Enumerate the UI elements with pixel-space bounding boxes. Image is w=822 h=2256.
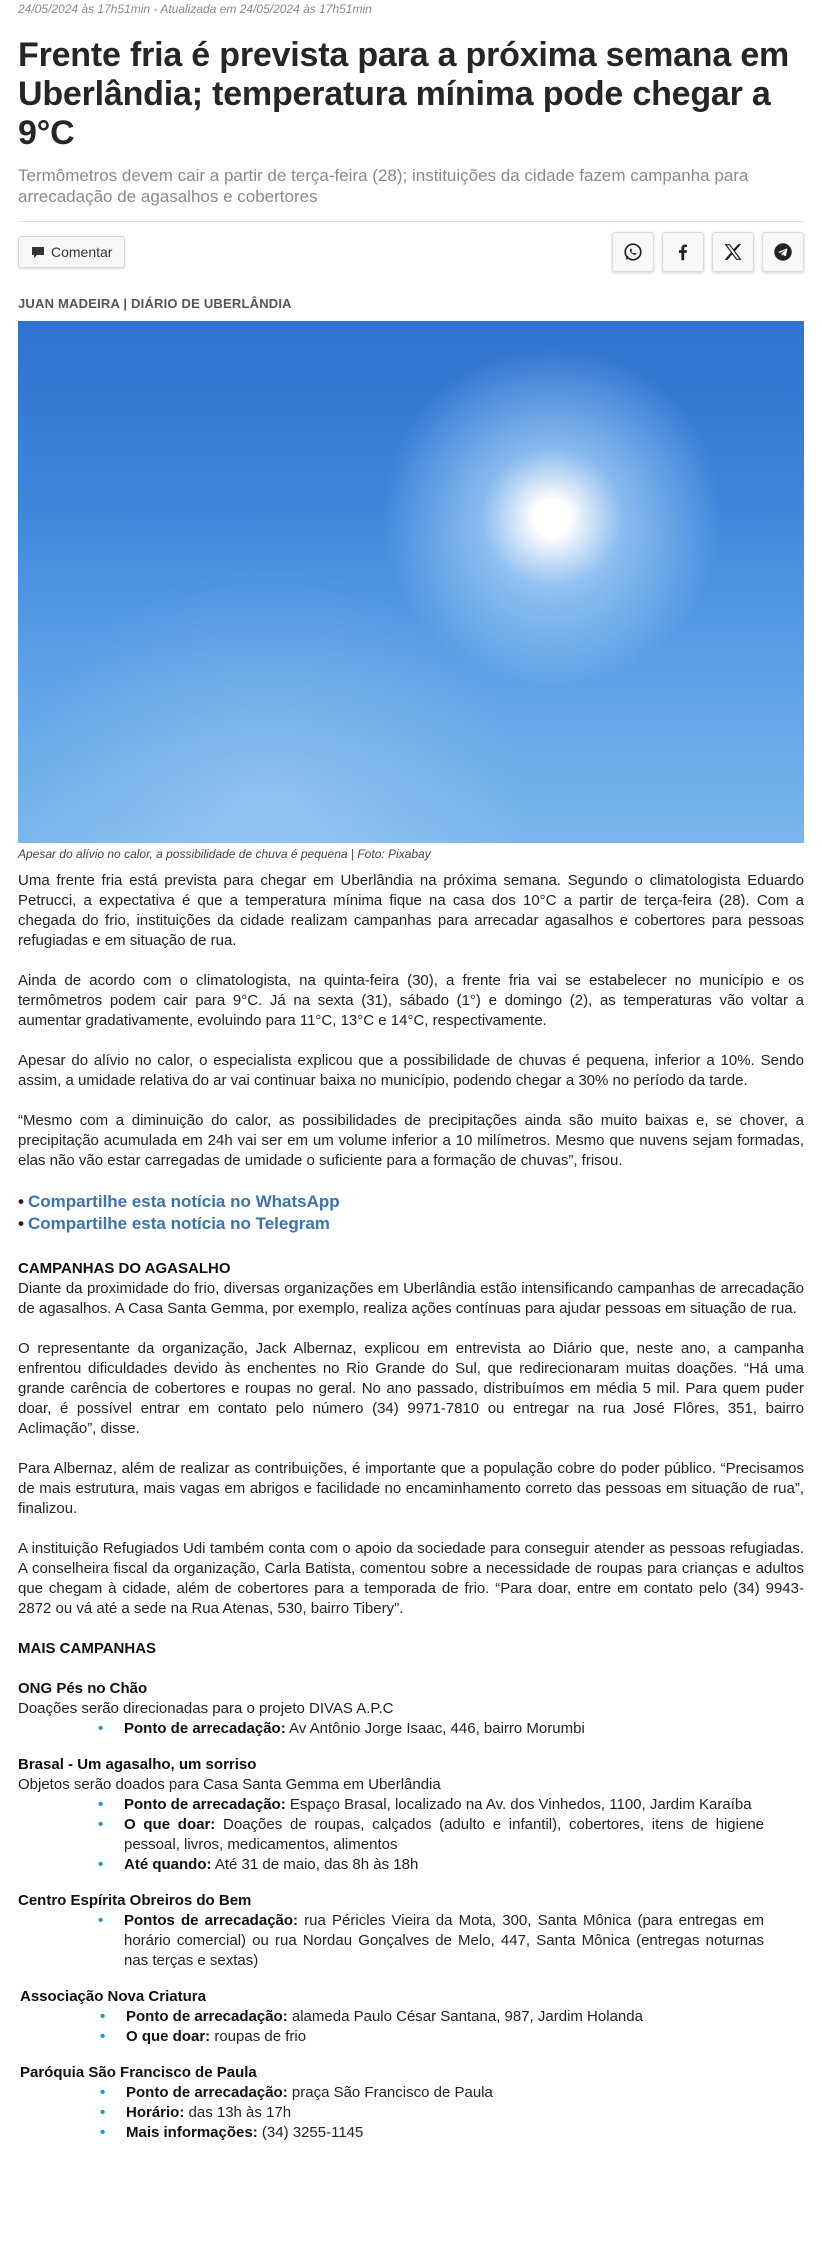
list-item	[18, 1855, 804, 1875]
list-item	[20, 2103, 804, 2123]
item-value: Até 31 de maio, das 8h às 18h	[211, 1856, 419, 1873]
paragraph: Para Albernaz, além de realizar as contribuições, é importante que a população cobre do poder público. “Precisamos de mais estrutura, mais vagas em abrigos e facilidade no encaminhamento correto das pessoas em situação de rua”, finalizou.	[18, 1460, 804, 1517]
item-label: O que doar:	[126, 2028, 211, 2045]
bullet: •	[18, 1192, 24, 1211]
bullet: •	[100, 2104, 106, 2121]
paragraph: Ainda de acordo com o climatologista, na quinta-feira (30), a frente fria vai se estabelecer no município e os termômetros podem cair para 9°C. Já na sexta (31), sábado (1°) e domingo (2), as temperaturas vão voltar a aumentar gradativamente, evoluindo para 11°C, 13°C e 14°C, respectivamente.	[18, 972, 804, 1029]
image-caption: Apesar do alívio no calor, a possibilidade de chuva é pequena | Foto: Pixabay	[18, 847, 431, 861]
campaign-desc: Objetos serão doados para Casa Santa Gemma em Uberlândia	[18, 1776, 441, 1793]
list-item	[18, 1719, 804, 1739]
divider	[18, 221, 804, 222]
share-buttons	[612, 232, 804, 272]
campaign-nova-criatura	[18, 1987, 804, 2047]
campaign-desc: Doações serão direcionadas para o projeto DIVAS A.P.C	[18, 1700, 394, 1717]
item-label: Ponto de arrecadação:	[126, 2008, 288, 2025]
paragraph: O representante da organização, Jack Albernaz, explicou em entrevista ao Diário que, neste ano, a campanha enfrentou dificuldades devido às enchentes no Rio Grande do Sul, que redirecionaram muitas doações. “Há uma grande carência de cobertores e roupas no geral. No ano passado, distribuímos em média 5 mil. Para quem puder doar, é possível entrar em contato pelo número (34) 9971-7810 ou entregar na rua José Flôres, 351, bairro Aclimação”, disse.	[18, 1340, 804, 1437]
whatsapp-icon	[622, 241, 644, 263]
item-value: das 13h às 17h	[184, 2104, 292, 2121]
telegram-icon	[772, 241, 794, 263]
list-item	[18, 1911, 804, 1971]
list-item	[20, 2007, 804, 2027]
share-telegram-button[interactable]	[762, 232, 804, 272]
item-label: Pontos de arrecadação:	[124, 1912, 299, 1929]
share-telegram-link-text: Compartilhe esta notícia no Telegram	[27, 1214, 330, 1233]
campaign-name: Associação Nova Criatura	[20, 1988, 206, 2005]
campaign-brasal	[18, 1755, 804, 1875]
share-whatsapp-link-text: Compartilhe esta notícia no WhatsApp	[27, 1192, 340, 1211]
paragraph: Uma frente fria está prevista para chegar em Uberlândia na próxima semana. Segundo o climatologista Eduardo Petrucci, a expectativa é que a temperatura mínima fique na casa dos 10°C a partir de terça-feira (28). Com a chegada do frio, instituições da cidade realizam campanhas para arrecadar agasalhos e cobertores para pessoas refugiadas e em situação de rua.	[18, 872, 804, 949]
bullet: •	[98, 1816, 104, 1833]
hero-haze	[18, 321, 804, 843]
article-toolbar	[18, 232, 804, 272]
item-label: Ponto de arrecadação:	[124, 1796, 286, 1813]
bullet: •	[98, 1720, 104, 1737]
x-icon	[722, 241, 744, 263]
bullet: •	[18, 1214, 24, 1233]
share-whatsapp-button[interactable]	[612, 232, 654, 272]
share-telegram-link[interactable]	[18, 1213, 804, 1235]
item-value: rua Péricles Vieira da Mota, 300, Santa Mônica (para entregas em horário comercial) ou rua Nordau Gonçalves de Melo, 447, Santa Mônica (entregas noturnas nas terças e sextas)	[124, 1912, 764, 1969]
article-subtitle: Termômetros devem cair a partir de terça-feira (28); instituições da cidade fazem campanha para arrecadação de agasalhos e cobertores	[18, 166, 749, 206]
speech-bubble-icon	[31, 246, 45, 259]
item-label: Ponto de arrecadação:	[126, 2084, 288, 2101]
item-value: Doações de roupas, calçados (adulto e infantil), cobertores, itens de higiene pessoal, livros, medicamentos, alimentos	[124, 1816, 764, 1853]
article-body	[18, 871, 804, 2143]
campaign-items	[18, 1719, 804, 1739]
article-headline: Frente fria é prevista para a próxima semana em Uberlândia; temperatura mínima pode chegar a 9°C	[18, 36, 790, 152]
bullet: •	[100, 2008, 106, 2025]
item-value: Av Antônio Jorge Isaac, 446, bairro Morumbi	[285, 1720, 585, 1737]
campaign-items	[18, 1911, 804, 1971]
campaign-ong-pes-no-chao	[18, 1679, 804, 1739]
list-item	[18, 1795, 804, 1815]
share-whatsapp-link[interactable]	[18, 1191, 804, 1213]
item-label: Até quando:	[124, 1856, 212, 1873]
list-item	[20, 2027, 804, 2047]
item-label: Horário:	[126, 2104, 185, 2121]
campaign-items	[20, 2083, 804, 2143]
campaign-paroquia-sao-francisco	[18, 2063, 804, 2143]
campaign-items	[18, 1795, 804, 1875]
item-value: Espaço Brasal, localizado na Av. dos Vinhedos, 1100, Jardim Karaíba	[285, 1796, 752, 1813]
item-value: alameda Paulo César Santana, 987, Jardim Holanda	[287, 2008, 643, 2025]
bullet: •	[98, 1796, 104, 1813]
item-label: O que doar:	[124, 1816, 216, 1833]
bullet: •	[98, 1912, 104, 1929]
item-label: Ponto de arrecadação:	[124, 1720, 286, 1737]
campaign-name: Paróquia São Francisco de Paula	[20, 2064, 257, 2081]
list-item	[18, 1815, 804, 1855]
item-value: (34) 3255-1145	[257, 2124, 364, 2141]
share-x-button[interactable]	[712, 232, 754, 272]
list-item	[20, 2083, 804, 2103]
share-facebook-button[interactable]	[662, 232, 704, 272]
paragraph: A instituição Refugiados Udi também conta com o apoio da sociedade para conseguir atender as pessoas refugiadas. A conselheira fiscal da organização, Carla Batista, comentou sobre a necessidade de roupas para crianças e adultos que chegam à cidade, além de cobertores para a temporada de frio. “Para doar, entre em contato pelo (34) 9943-2872 ou vá até a sede na Rua Atenas, 530, bairro Tibery”.	[18, 1540, 804, 1617]
campaign-obreiros-do-bem	[18, 1891, 804, 1971]
item-value: roupas de frio	[210, 2028, 307, 2045]
item-value: praça São Francisco de Paula	[287, 2084, 493, 2101]
share-links	[18, 1191, 804, 1235]
hero-image-sky-sun	[18, 321, 804, 843]
article-author: JUAN MADEIRA | DIÁRIO DE UBERLÂNDIA	[18, 296, 292, 311]
comment-button[interactable]	[18, 236, 125, 268]
paragraph: Apesar do alívio no calor, o especialista explicou que a possibilidade de chuvas é pequena, inferior a 10%. Sendo assim, a umidade relativa do ar vai continuar baixa no município, podendo chegar a 30% no período da tarde.	[18, 1052, 804, 1089]
campaign-name: Brasal - Um agasalho, um sorriso	[18, 1756, 257, 1773]
bullet: •	[98, 1856, 104, 1873]
paragraph: “Mesmo com a diminuição do calor, as possibilidades de precipitações ainda são muito baixas e, se chover, a precipitação acumulada em 24h vai ser em um volume inferior a 10 milímetros. Mesmo que nuvens sejam formadas, elas não vão estar carregadas de umidade o suficiente para a formação de chuvas”, frisou.	[18, 1112, 804, 1169]
list-item	[20, 2123, 804, 2143]
campaign-name: Centro Espírita Obreiros do Bem	[18, 1892, 252, 1909]
campaign-name: ONG Pés no Chão	[18, 1680, 148, 1697]
bullet: •	[100, 2028, 106, 2045]
item-label: Mais informações:	[126, 2124, 258, 2141]
campaign-items	[20, 2007, 804, 2047]
bullet: •	[100, 2124, 106, 2141]
comment-button-label: Comentar	[51, 244, 113, 260]
section-title-mais-campanhas: MAIS CAMPANHAS	[18, 1640, 157, 1657]
publish-date: 24/05/2024 às 17h51min - Atualizada em 24/05/2024 às 17h51min	[18, 2, 372, 16]
section-title-campanhas: CAMPANHAS DO AGASALHO	[18, 1260, 231, 1277]
facebook-icon	[672, 241, 694, 263]
bullet: •	[100, 2084, 106, 2101]
paragraph: Diante da proximidade do frio, diversas organizações em Uberlândia estão intensificando campanhas de arrecadação de agasalhos. A Casa Santa Gemma, por exemplo, realiza ações contínuas para ajudar pessoas em situação de rua.	[18, 1280, 804, 1317]
